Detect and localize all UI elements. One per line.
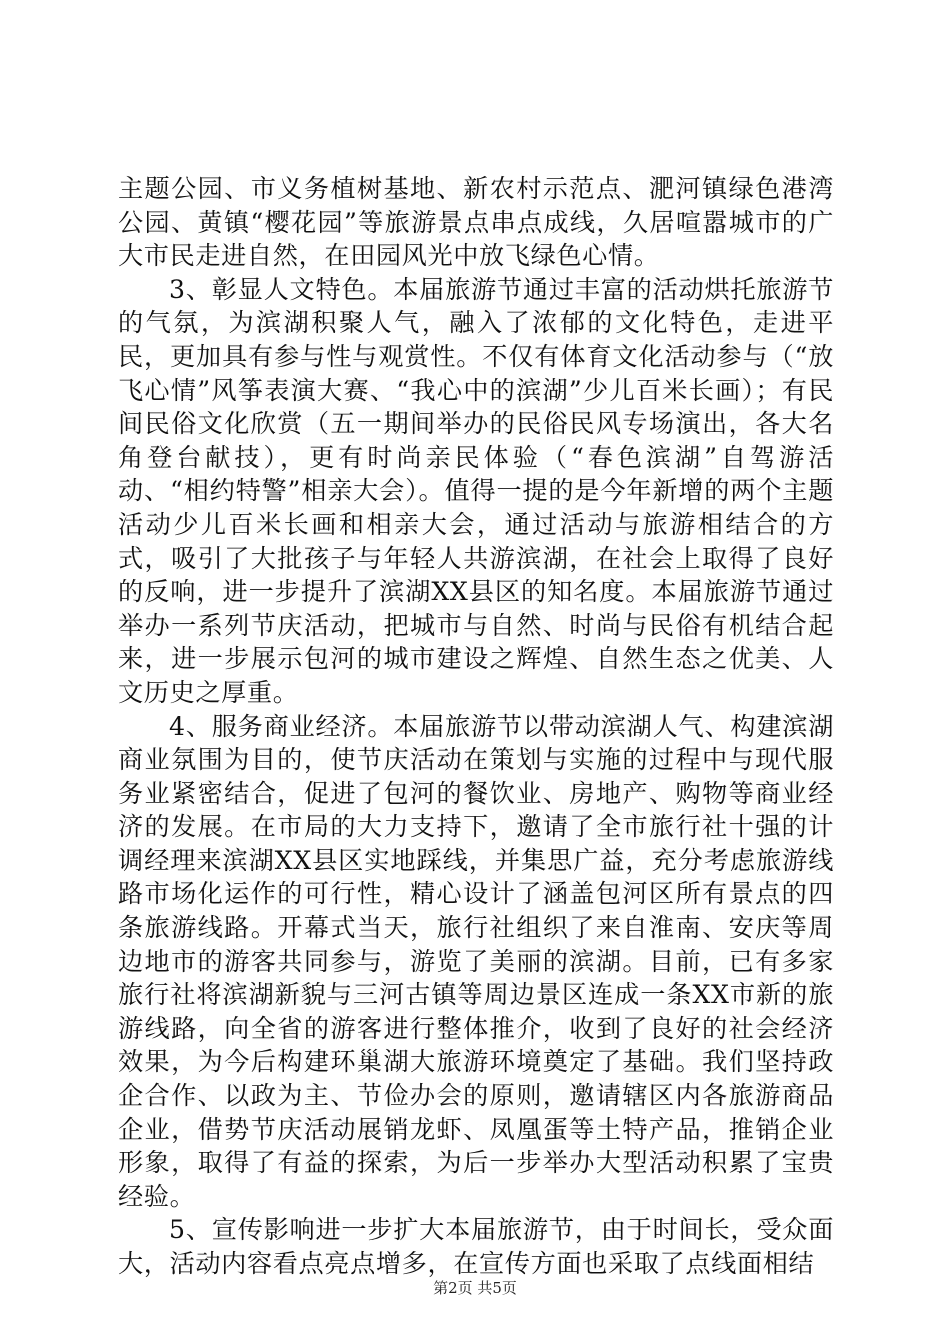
paragraph-cultural-features: 3、彰显人文特色。本届旅游节通过丰富的活动烘托旅游节的气氛，为滨湖积聚人气，融入了浓郁的文化特色，走进平民，更加具有参与性与观赏性。不仅有体育文化活动参与（“放飞心情”风筝表演大赛、“我心中的滨湖”少儿百米长画）；有民间民俗文化欣赏（五一期间举办的民俗民风专场演出，各大名角登台献技），更有时尚亲民体验（“春色滨湖”自驾游活动、“相约特警”相亲大会）。值得一提的是今年新增的两个主题活动少儿百米长画和相亲大会，通过活动与旅游相结合的方式，吸引了大批孩子与年轻人共游滨湖，在社会上取得了良好的反响，进一步提升了滨湖XX县区的知名度。本届旅游节通过举办一系列节庆活动，把城市与自然、时尚与民俗有机结合起来，进一步展示包河的城市建设之辉煌、自然生态之优美、人文历史之厚重。 (118, 274, 834, 707)
paragraph-publicity-impact: 5、宣传影响进一步扩大本届旅游节，由于时间长，受众面大，活动内容看点亮点增多，在宣传方面也采取了点线面相结 (118, 1215, 834, 1278)
paragraph-commercial-economy: 4、服务商业经济。本届旅游节以带动滨湖人气、构建滨湖商业氛围为目的，使节庆活动在策划与实施的过程中与现代服务业紧密结合，促进了包河的餐饮业、房地产、购物等商业经济的发展。在市局的大力支持下，邀请了全市旅行社十强的计调经理来滨湖XX县区实地踩线，并集思广益，充分考虑旅游线路市场化运作的可行性，精心设计了涵盖包河区所有景点的四条旅游线路。开幕式当天，旅行社组织了来自淮南、安庆等周边地市的游客共同参与，游览了美丽的滨湖。目前，已有多家旅行社将滨湖新貌与三河古镇等周边景区连成一条XX市新的旅游线路，向全省的游客进行整体推介，收到了良好的社会经济效果，为今后构建环巢湖大旅游环境奠定了基础。我们坚持政企合作、以政为主、节俭办会的原则，邀请辖区内各旅游商品企业，借势节庆活动展销龙虾、凤凰蛋等土特产品，推销企业形象，取得了有益的探索，为后一步举办大型活动积累了宝贵经验。 (118, 711, 834, 1211)
document-body (118, 172, 834, 1281)
page-number-footer: 第2页 共5页 (433, 1279, 517, 1297)
paragraph-continuation: 主题公园、市义务植树基地、新农村示范点、淝河镇绿色港湾公园、黄镇“樱花园”等旅游景点串点成线，久居喧嚣城市的广大市民走进自然，在田园风光中放飞绿色心情。 (118, 174, 834, 271)
